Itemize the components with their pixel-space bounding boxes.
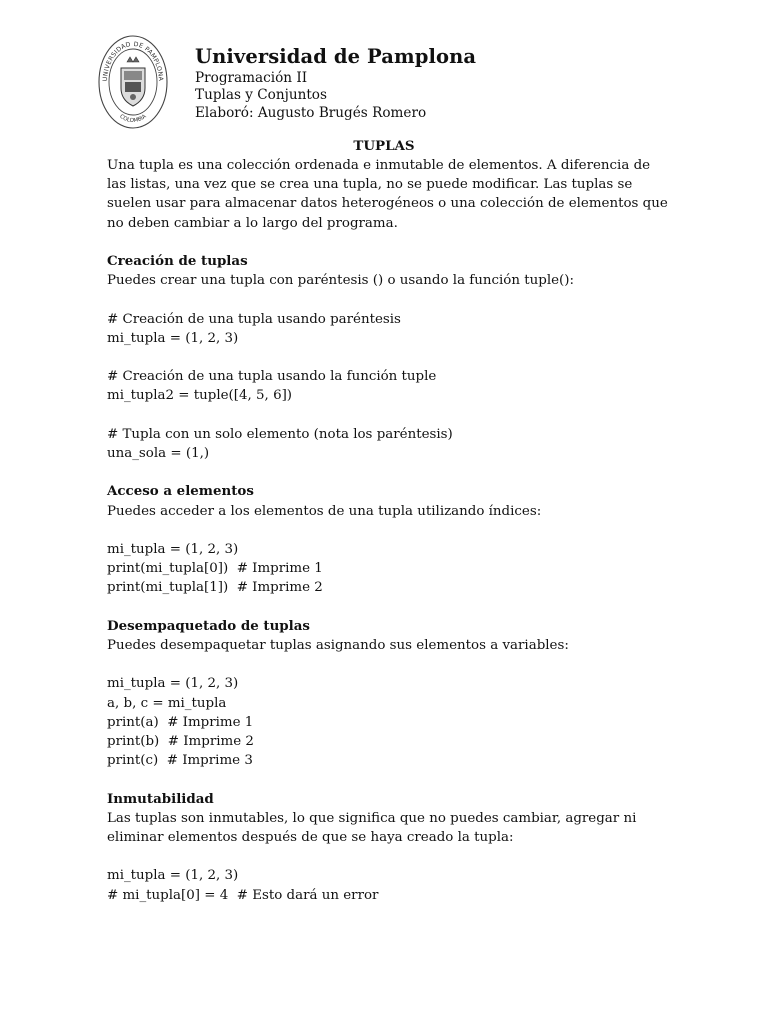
- section-heading: Acceso a elementos: [107, 483, 254, 500]
- section-line: Puedes crear una tupla con paréntesis () o usando la función tuple():: [107, 273, 574, 289]
- section-line: eliminar elementos después de que se haya creado la tupla:: [107, 829, 514, 845]
- blank-line: [107, 348, 687, 367]
- section-heading: Creación de tuplas: [107, 253, 248, 269]
- blank-line: [107, 463, 687, 482]
- section-line: print(a) # Imprime 1: [107, 714, 254, 730]
- blank-line: [107, 847, 687, 866]
- section-line: mi_tupla2 = tuple([4, 5, 6]): [107, 388, 293, 404]
- svg-text:COLOMBIA: COLOMBIA: [118, 113, 148, 125]
- section-line: print(b) # Imprime 2: [107, 733, 254, 749]
- topic-name: Tuplas y Conjuntos: [195, 87, 327, 104]
- section-line: Puedes acceder a los elementos de una tupla utilizando índices:: [107, 503, 542, 519]
- section-heading: Inmutabilidad: [107, 790, 214, 807]
- blank-line: [107, 655, 687, 674]
- intro-line: no deben cambiar a lo largo del programa.: [107, 215, 398, 231]
- section-line: print(c) # Imprime 3: [107, 753, 253, 769]
- university-name: Universidad de Pamplona: [195, 45, 477, 68]
- section-line: print(mi_tupla[1]) # Imprime 2: [107, 580, 323, 596]
- section-line: # mi_tupla[0] = 4 # Esto dará un error: [107, 887, 379, 903]
- section-line: mi_tupla = (1, 2, 3): [107, 868, 239, 884]
- document-body: [107, 156, 687, 905]
- intro-line: Una tupla es una colección ordenada e inmutable de elementos. A diferencia de: [107, 158, 651, 173]
- section-line: a, b, c = mi_tupla: [107, 695, 227, 711]
- course-name: Programación II: [195, 70, 308, 86]
- intro-line: suelen usar para almacenar datos heterogéneos o una colección de elementos que: [107, 196, 668, 212]
- section-line: una_sola = (1,): [107, 445, 210, 461]
- section-line: mi_tupla = (1, 2, 3): [107, 541, 239, 557]
- section-line: Las tuplas son inmutables, lo que significa que no puedes cambiar, agregar ni: [107, 810, 637, 826]
- blank-line: [107, 290, 687, 309]
- svg-text:UNIVERSIDAD DE PAMPLONA: UNIVERSIDAD DE PAMPLONA: [101, 40, 165, 82]
- author-line: Elaboró: Augusto Brugés Romero: [195, 104, 427, 121]
- intro-line: las listas, una vez que se crea una tupla, no se puede modificar. Las tuplas se: [107, 177, 633, 193]
- section-heading: Desempaquetado de tuplas: [107, 617, 310, 634]
- document-header: [195, 44, 476, 122]
- section-line: # Creación de una tupla usando paréntesis: [107, 311, 401, 327]
- section-line: print(mi_tupla[0]) # Imprime 1: [107, 561, 323, 577]
- page-title: TUPLAS: [353, 138, 415, 154]
- blank-line: [107, 233, 687, 252]
- section-line: mi_tupla = (1, 2, 3): [107, 330, 239, 346]
- university-seal: [97, 34, 169, 130]
- section-line: mi_tupla = (1, 2, 3): [107, 676, 239, 692]
- section-line: # Creación de una tupla usando la función tuple: [107, 369, 437, 385]
- blank-line: [107, 406, 687, 425]
- section-line: # Tupla con un solo elemento (nota los paréntesis): [107, 426, 453, 442]
- blank-line: [107, 521, 687, 540]
- blank-line: [107, 598, 687, 617]
- blank-line: [107, 770, 687, 789]
- section-line: Puedes desempaquetar tuplas asignando sus elementos a variables:: [107, 637, 569, 653]
